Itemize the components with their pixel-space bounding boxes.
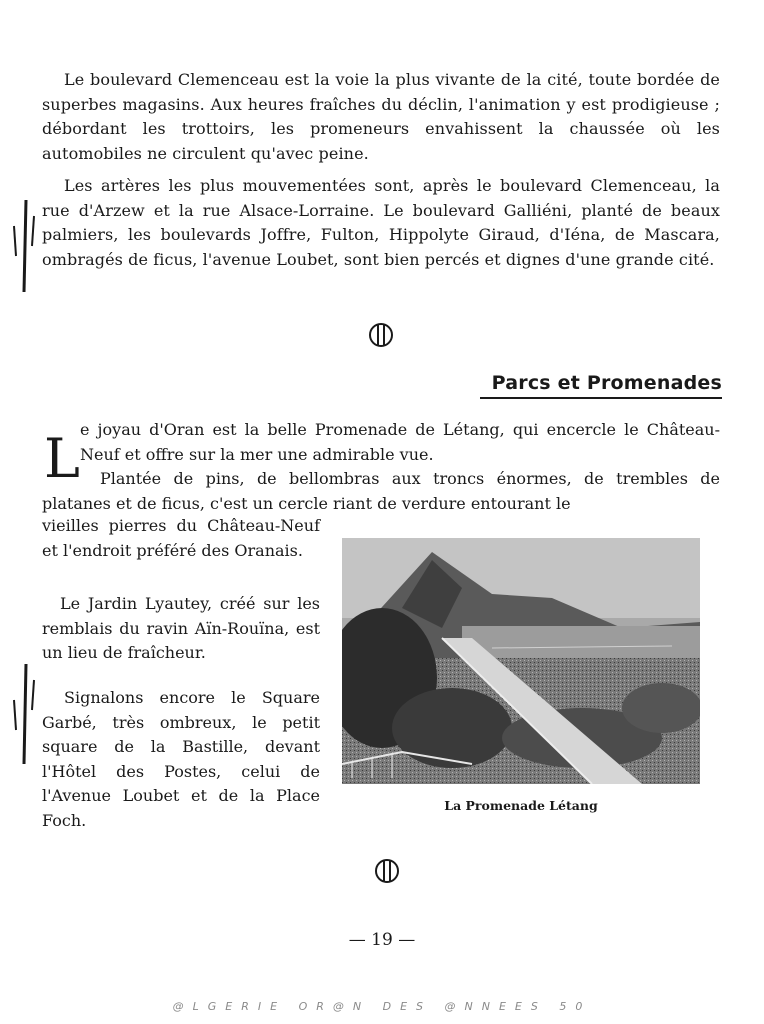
paragraph-arteres: Les artères les plus mouvementées sont, après le boulevard Clemenceau, la rue d'Arzew et la rue Alsace-Lorraine. Le boulevard Galliéni, planté de beaux palmiers, les boulevards Joffre, Fulton, Hippolyte Giraud, d'Iéna, de Mascara, ombragés de ficus, l'avenue Loubet, sont bien percés et dignes d'une grande cité.	[42, 176, 720, 269]
promenade-photo	[342, 538, 700, 784]
handwritten-margin-mark-icon	[4, 660, 44, 774]
drop-cap: L	[44, 427, 80, 490]
watermark: @LGERIE OR@N DES @NNEES 50	[172, 1000, 592, 1013]
paragraph-squares: Signalons encore le Square Garbé, très ombreux, le petit square de la Bastille, devant l'Hôtel des Postes, celui de l'Avenue Loubet et de la Place Foch.	[42, 688, 320, 830]
paragraph-chateau-neuf: vieilles pierres du Château-Neuf et l'endroit préféré des Oranais.	[42, 516, 320, 560]
section-heading: Parcs et Promenades	[480, 372, 722, 399]
page-number: — 19 —	[348, 930, 416, 950]
photo-caption: La Promenade Létang	[444, 798, 598, 813]
paragraph-promenade-trees: Plantée de pins, de bellombras aux troncs énormes, de trembles de platanes et de ficus, c'est un cercle riant de verdure entourant le	[42, 469, 720, 513]
handwritten-margin-mark-icon	[4, 196, 44, 300]
circle-bar-ornament-icon	[368, 322, 394, 348]
paragraph-boulevard-clemenceau: Le boulevard Clemenceau est la voie la plus vivante de la cité, toute bordée de superbes magasins. Aux heures fraîches du déclin, l'animation y est prodigieuse ; débordant les trottoirs, les promeneurs envahissent la chaussée où les automobiles ne circulent qu'avec peine.	[42, 70, 720, 163]
paragraph-promenade-lead: e joyau d'Oran est la belle Promenade de Létang, qui encercle le Château-Neuf et offre sur la mer une admirable vue.	[80, 420, 720, 464]
paragraph-jardin-lyautey: Le Jardin Lyautey, créé sur les remblais du ravin Aïn-Rouïna, est un lieu de fraîcheur.	[42, 594, 320, 662]
circle-bar-ornament-icon	[374, 858, 400, 884]
